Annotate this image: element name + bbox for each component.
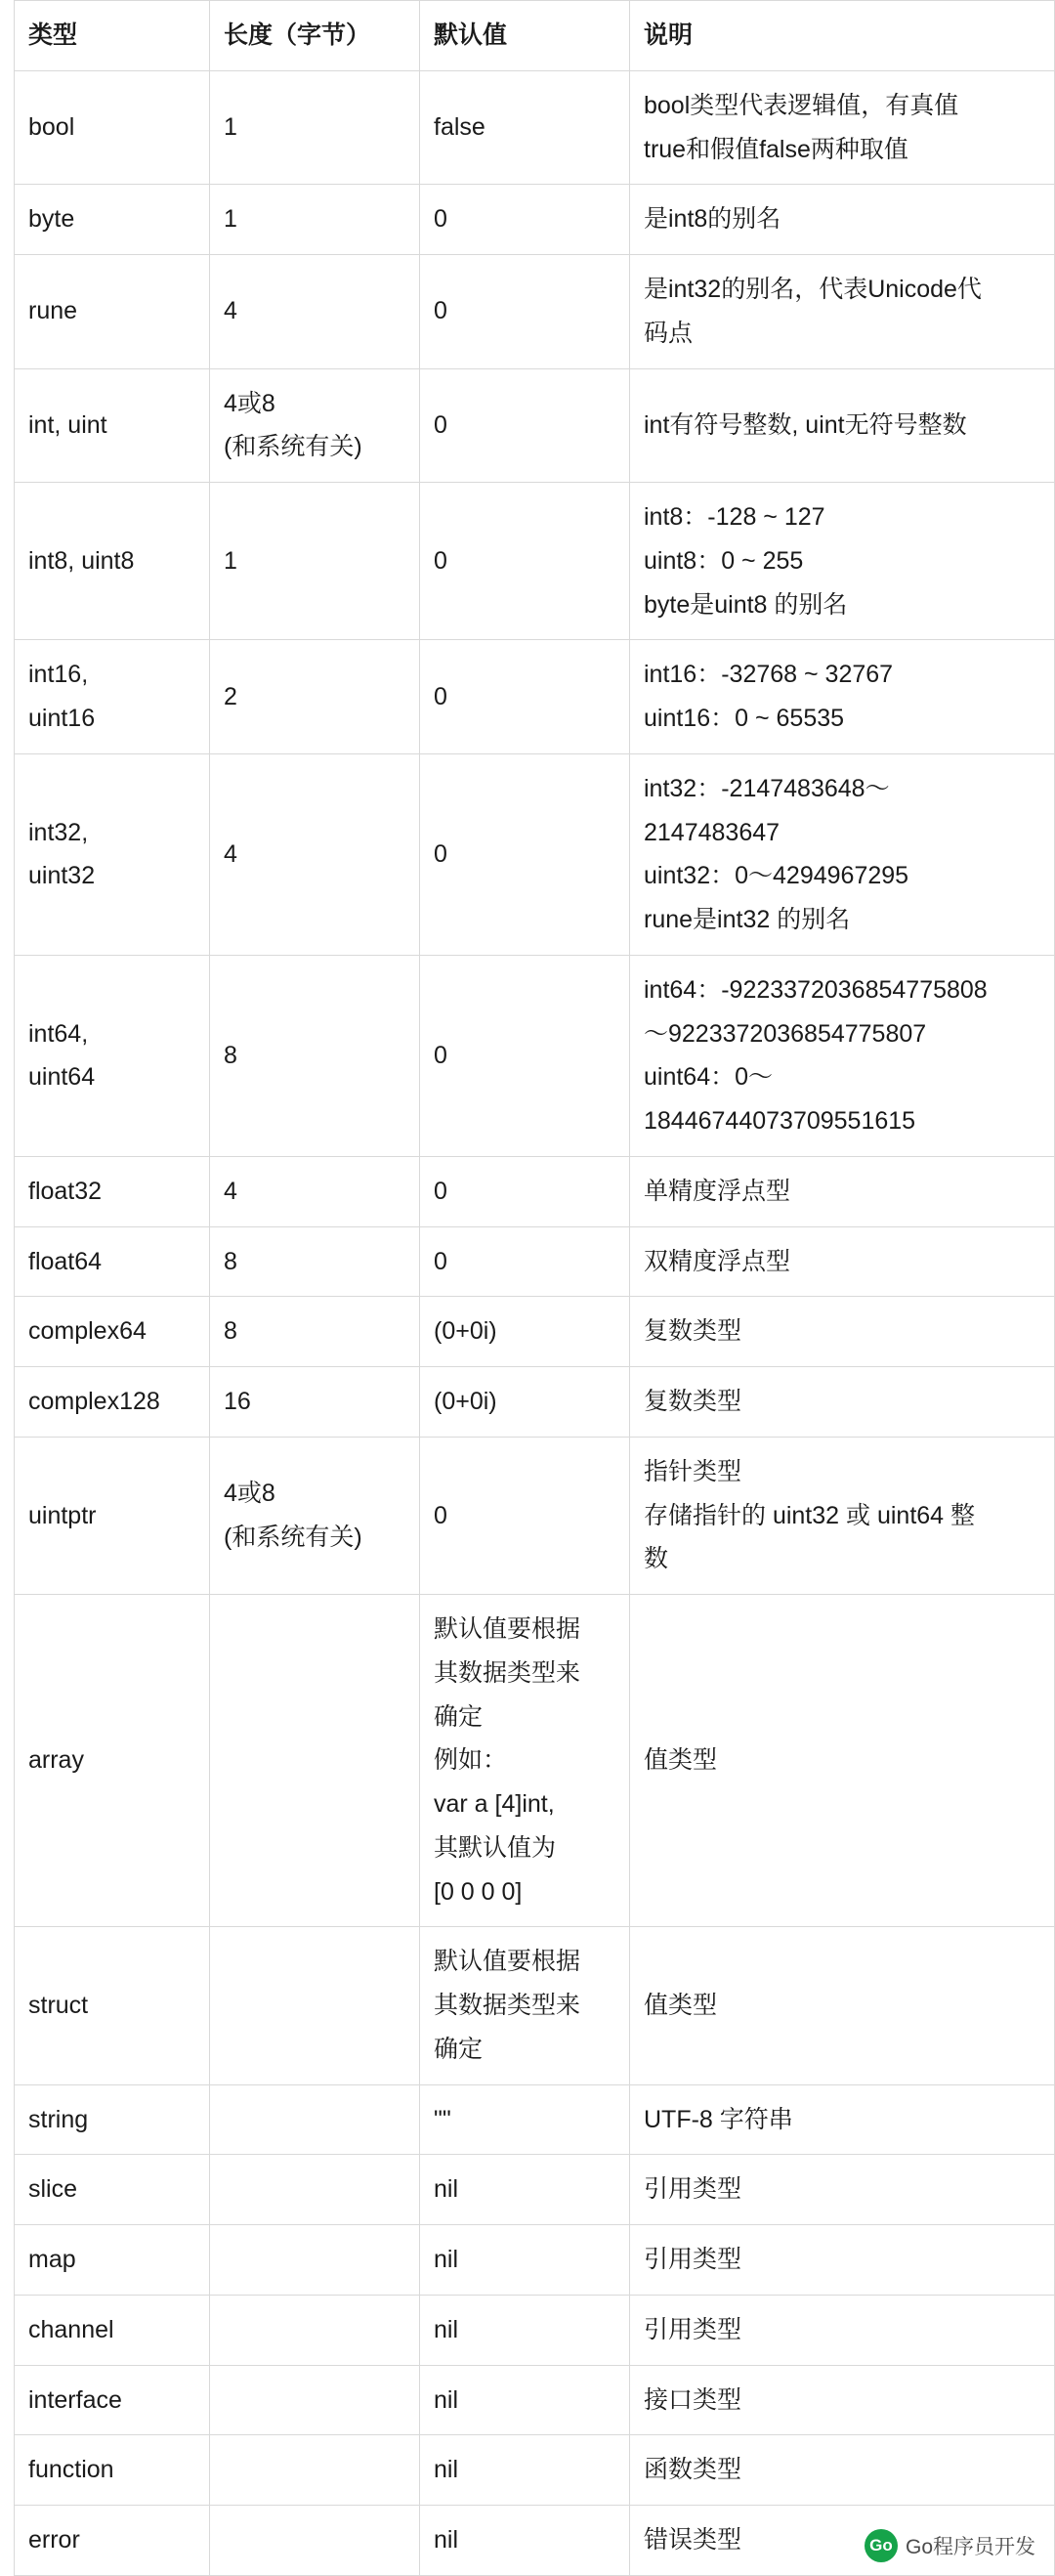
cell-desc-line: 2147483647 [644,818,781,846]
cell-length-line: 1 [224,546,237,575]
cell-default [420,2225,630,2296]
table-row [15,483,1055,640]
cell-length [210,1156,420,1226]
cell-type-line: function [28,2456,114,2484]
cell-desc [630,255,1055,369]
table-row [15,1437,1055,1594]
cell-length [210,70,420,185]
cell-desc [630,70,1055,185]
cell-desc-line: 是int8的别名 [644,205,781,234]
cell-desc [630,1297,1055,1367]
cell-desc [630,1156,1055,1226]
cell-length [210,2365,420,2435]
table-row [15,368,1055,483]
cell-type-line: rune [28,297,78,325]
cell-length [210,753,420,955]
cell-length [210,2155,420,2225]
cell-type-line: uint16 [28,705,96,732]
cell-type-line: int16, [28,661,89,689]
cell-type [15,1437,210,1594]
go-types-table [14,0,1055,2576]
cell-type-line: interface [28,2385,122,2414]
cell-length-line: 4或8 [224,1480,275,1508]
table-row [15,1927,1055,2084]
cell-type [15,1156,210,1226]
cell-default [420,2084,630,2155]
table-row [15,1156,1055,1226]
cell-default-line: nil [434,2456,459,2484]
cell-length [210,2295,420,2365]
cell-desc [630,955,1055,1156]
cell-type-line: struct [28,1992,89,2019]
cell-default-line: 0 [434,546,447,575]
watermark-label: Go程序员开发 [905,2535,1035,2558]
cell-length-line: 16 [224,1388,251,1415]
cell-desc-line: 指针类型 [644,1457,742,1485]
cell-type-line: int64, [28,1019,89,1048]
table-row [15,2435,1055,2506]
cell-desc-line: bool类型代表逻辑值，有真值 [644,91,959,119]
cell-desc-line: int8：-128 ~ 127 [644,503,825,531]
cell-type-line: bool [28,113,75,142]
table-row [15,2365,1055,2435]
cell-default-line: [0 0 0 0] [434,1877,523,1906]
cell-default-line: 其数据类型来 [434,1658,581,1687]
table-row [15,255,1055,369]
cell-desc-line: 值类型 [644,1992,718,2019]
cell-desc-line: 码点 [644,319,694,347]
cell-desc-line: true和假值false两种取值 [644,135,908,163]
cell-default [420,640,630,754]
cell-default [420,955,630,1156]
cell-length-line: 1 [224,113,237,142]
cell-default-line: 0 [434,682,447,710]
cell-length [210,1595,420,1927]
cell-desc-line: 错误类型 [644,2526,742,2554]
table-row [15,70,1055,185]
cell-default-line: 默认值要根据 [434,1948,581,1976]
cell-type-line: channel [28,2315,114,2343]
cell-default-line: nil [434,2175,459,2204]
cell-desc-line: 双精度浮点型 [644,1247,791,1275]
cell-default-line: nil [434,2385,459,2414]
table-row [15,185,1055,255]
cell-desc [630,185,1055,255]
cell-type [15,1297,210,1367]
cell-desc-line: uint8：0 ~ 255 [644,546,804,575]
cell-default-line: 其默认值为 [434,1833,557,1862]
column-header-length: 长度（字节） [210,1,420,71]
cell-default-line: 确定 [434,1702,484,1731]
table-row [15,1367,1055,1438]
cell-type-line: complex128 [28,1388,160,1415]
cell-default [420,185,630,255]
cell-desc-line: int有符号整数, uint无符号整数 [644,410,967,439]
cell-type-line: float32 [28,1177,103,1205]
cell-desc-line: 接口类型 [644,2385,742,2414]
table-row [15,2295,1055,2365]
cell-default-line: var a [4]int, [434,1790,555,1818]
cell-default [420,1927,630,2084]
cell-desc-line: rune是int32 的别名 [644,906,851,933]
cell-default-line: 0 [434,1501,447,1529]
cell-type [15,2365,210,2435]
cell-desc-line: uint32：0～4294967295 [644,862,909,890]
cell-desc-line: ～9223372036854775807 [644,1019,927,1048]
cell-default-line: "" [434,2105,451,2133]
cell-desc-line: int32：-2147483648～ [644,774,890,802]
cell-default [420,2295,630,2365]
cell-desc [630,2155,1055,2225]
cell-type [15,1367,210,1438]
cell-default-line: (0+0i) [434,1388,497,1415]
cell-desc [630,1927,1055,2084]
cell-type-line: uint32 [28,862,96,890]
table-row [15,2155,1055,2225]
table-row [15,753,1055,955]
cell-length-line: 4或8 [224,389,275,417]
cell-length-line: 8 [224,1041,237,1069]
cell-desc [630,1367,1055,1438]
cell-type [15,640,210,754]
cell-length [210,1297,420,1367]
column-header-type: 类型 [15,1,210,71]
cell-type [15,368,210,483]
cell-desc [630,1226,1055,1297]
go-logo-icon: Go [865,2529,898,2562]
cell-desc [630,2435,1055,2506]
cell-length [210,2084,420,2155]
cell-default-line: 例如： [434,1746,508,1775]
cell-length [210,955,420,1156]
cell-length [210,368,420,483]
cell-type [15,483,210,640]
cell-length-line: 1 [224,205,237,234]
cell-type [15,753,210,955]
cell-type-line: float64 [28,1247,103,1275]
cell-length-line: 4 [224,297,237,325]
cell-default-line: 0 [434,410,447,439]
cell-desc [630,753,1055,955]
cell-desc-line: 复数类型 [644,1388,742,1415]
cell-length-line: 2 [224,682,237,710]
cell-default-line: nil [434,2315,459,2343]
cell-length [210,483,420,640]
cell-desc [630,2365,1055,2435]
table-body [15,70,1055,2575]
watermark [857,2525,1043,2566]
cell-length [210,185,420,255]
cell-type [15,2295,210,2365]
cell-length [210,1437,420,1594]
cell-default [420,368,630,483]
cell-length [210,2435,420,2506]
cell-default-line: 0 [434,205,447,234]
cell-default-line: nil [434,2526,459,2554]
cell-default-line: 默认值要根据 [434,1615,581,1643]
cell-desc [630,1437,1055,1594]
cell-desc-line: uint64：0～ [644,1063,774,1092]
cell-type [15,1226,210,1297]
cell-desc-line: int16：-32768 ~ 32767 [644,661,894,689]
cell-default [420,1226,630,1297]
cell-default [420,1156,630,1226]
cell-type [15,255,210,369]
cell-type-line: array [28,1746,84,1775]
cell-type-line: slice [28,2175,78,2204]
cell-type [15,2506,210,2576]
cell-default [420,2365,630,2435]
cell-length [210,255,420,369]
cell-default-line: 确定 [434,2035,484,2063]
cell-length [210,2506,420,2576]
table-row [15,1226,1055,1297]
cell-type-line: map [28,2246,76,2273]
cell-default-line: 其数据类型来 [434,1992,581,2019]
cell-type [15,185,210,255]
cell-type [15,2155,210,2225]
table-row [15,1595,1055,1927]
cell-length [210,640,420,754]
cell-length [210,1226,420,1297]
cell-type-line: int8, uint8 [28,546,135,575]
cell-type [15,2225,210,2296]
table-row [15,2225,1055,2296]
cell-default-line: 0 [434,1041,447,1069]
cell-type-line: int32, [28,818,89,846]
cell-desc [630,483,1055,640]
cell-desc [630,640,1055,754]
cell-default [420,1595,630,1927]
cell-default-line: 0 [434,297,447,325]
cell-default-line: 0 [434,839,447,868]
cell-length-line: 4 [224,839,237,868]
table-head [15,1,1055,71]
cell-default-line: false [434,113,485,142]
cell-default [420,255,630,369]
cell-desc-line: 存储指针的 uint32 或 uint64 整 [644,1501,976,1529]
cell-type [15,2084,210,2155]
cell-default [420,1437,630,1594]
column-header-desc: 说明 [630,1,1055,71]
cell-default [420,2435,630,2506]
cell-default [420,2506,630,2576]
table-row [15,955,1055,1156]
cell-length-line: (和系统有关) [224,433,362,461]
cell-default [420,1367,630,1438]
cell-desc-line: 引用类型 [644,2175,742,2204]
table-row [15,2084,1055,2155]
cell-type-line: string [28,2105,89,2133]
cell-desc [630,2084,1055,2155]
cell-length [210,1367,420,1438]
cell-type [15,955,210,1156]
cell-desc-line: 18446744073709551615 [644,1107,916,1135]
cell-desc-line: 函数类型 [644,2456,742,2484]
cell-default [420,483,630,640]
cell-desc-line: 单精度浮点型 [644,1177,791,1205]
cell-default-line: (0+0i) [434,1317,497,1346]
cell-desc-line: int64：-9223372036854775808 [644,975,988,1004]
cell-desc [630,2295,1055,2365]
cell-desc-line: byte是uint8 的别名 [644,590,848,619]
cell-type-line: uint64 [28,1063,96,1092]
cell-default [420,70,630,185]
table-header-row [15,1,1055,71]
cell-type [15,1595,210,1927]
cell-desc [630,2225,1055,2296]
table-row [15,1297,1055,1367]
cell-desc-line: UTF-8 字符串 [644,2105,793,2133]
cell-desc [630,1595,1055,1927]
cell-length-line: (和系统有关) [224,1523,362,1551]
cell-type-line: error [28,2526,80,2554]
cell-desc-line: 复数类型 [644,1317,742,1346]
cell-default-line: 0 [434,1177,447,1205]
cell-length-line: 4 [224,1177,237,1205]
cell-desc-line: 数 [644,1545,669,1573]
cell-length [210,2225,420,2296]
cell-desc-line: uint16：0 ~ 65535 [644,705,845,732]
cell-type-line: uintptr [28,1501,97,1529]
cell-length-line: 8 [224,1247,237,1275]
cell-type-line: int, uint [28,410,107,439]
cell-default [420,2155,630,2225]
cell-length [210,1927,420,2084]
column-header-default: 默认值 [420,1,630,71]
cell-desc-line: 是int32的别名，代表Unicode代 [644,276,982,303]
cell-default-line: nil [434,2246,459,2273]
table-row [15,640,1055,754]
cell-type [15,1927,210,2084]
cell-default-line: 0 [434,1247,447,1275]
cell-length-line: 8 [224,1317,237,1346]
cell-default [420,1297,630,1367]
cell-default [420,753,630,955]
cell-type [15,70,210,185]
cell-desc-line: 引用类型 [644,2246,742,2273]
cell-desc [630,368,1055,483]
cell-desc-line: 引用类型 [644,2315,742,2343]
cell-desc-line: 值类型 [644,1746,718,1775]
cell-type-line: byte [28,205,75,234]
cell-type-line: complex64 [28,1317,147,1346]
cell-type [15,2435,210,2506]
